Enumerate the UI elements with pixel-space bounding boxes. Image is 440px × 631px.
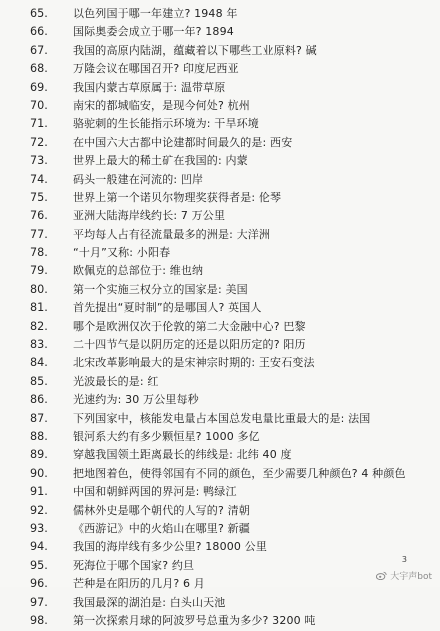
item-number: 72. [30, 135, 48, 149]
item-text: 欧佩克的总部位于: 维也纳 [73, 264, 204, 278]
item-text: 世界上第一个诺贝尔物理奖获得者是: 伦琴 [73, 190, 282, 204]
weibo-logo-icon [376, 571, 387, 580]
item-number: 96. [30, 577, 48, 591]
item-number: 68. [30, 62, 48, 76]
item-text: 哪个是欧洲仅次于伦敦的第二大金融中心? 巴黎 [73, 319, 306, 333]
item-text: 儒林外史是哪个朝代的人写的? 清朝 [73, 503, 250, 517]
list-item [8, 521, 434, 538]
item-text: 中国和朝鲜两国的界河是: 鸭绿江 [73, 485, 237, 499]
list-item [8, 503, 434, 520]
item-number: 98. [30, 613, 48, 627]
item-text: 死海位于哪个国家? 约旦 [73, 558, 195, 572]
watermark-text: 大宇声bot [390, 572, 432, 582]
list-item [8, 263, 434, 280]
list-item [8, 392, 434, 409]
item-text: 我国的海岸线有多少公里? 18000 公里 [73, 540, 267, 554]
list-item [8, 300, 434, 317]
list-item [8, 539, 434, 556]
item-text: 第一次探索月球的阿波罗号总重为多少? 3200 吨 [73, 613, 316, 627]
question-list [8, 6, 434, 631]
list-item [8, 319, 434, 336]
item-text: 南宋的都城临安，是现今何处? 杭州 [73, 98, 250, 112]
item-number: 95. [30, 558, 48, 572]
item-number: 80. [30, 282, 48, 296]
list-item [8, 576, 434, 593]
item-number: 93. [30, 521, 48, 535]
item-number: 69. [30, 80, 48, 94]
list-item [8, 595, 434, 612]
list-item [8, 61, 434, 78]
list-item [8, 153, 434, 170]
item-number: 89. [30, 448, 48, 462]
item-text: 我国最深的湖泊是: 白头山天池 [73, 595, 226, 609]
item-text: 在中国六大古都中论建都时间最久的是: 西安 [73, 135, 293, 149]
list-item [8, 80, 434, 97]
list-item [8, 447, 434, 464]
item-number: 87. [30, 411, 48, 425]
list-item [8, 172, 434, 189]
item-number: 82. [30, 319, 48, 333]
list-item [8, 613, 434, 630]
list-item [8, 411, 434, 428]
list-item [8, 282, 434, 299]
item-number: 83. [30, 338, 48, 352]
item-text: 首先提出“夏时制”的是哪国人? 英国人 [73, 301, 262, 315]
item-text: “十月”又称: 小阳春 [73, 246, 171, 260]
list-item [8, 208, 434, 225]
list-item [8, 135, 434, 152]
item-text: 骆驼刺的生长能指示环境为: 干旱环境 [73, 117, 259, 131]
item-text: 下列国家中，核能发电量占本国总发电量比重最大的是: 法国 [73, 411, 371, 425]
item-number: 67. [30, 43, 48, 57]
item-text: 国际奥委会成立于哪一年? 1894 [73, 25, 234, 39]
item-number: 78. [30, 246, 48, 260]
item-number: 91. [30, 485, 48, 499]
item-text: 银河系大约有多少颗恒星? 1000 多亿 [73, 429, 260, 443]
item-number: 86. [30, 393, 48, 407]
weibo-watermark [376, 569, 432, 582]
item-text: 我国内蒙古草原属于: 温带草原 [73, 80, 226, 94]
item-number: 76. [30, 209, 48, 223]
list-item [8, 43, 434, 60]
item-number: 70. [30, 98, 48, 112]
list-item [8, 227, 434, 244]
list-item [8, 245, 434, 262]
item-number: 71. [30, 117, 48, 131]
list-item [8, 355, 434, 372]
list-item [8, 24, 434, 41]
item-text: 以色列国于哪一年建立? 1948 年 [73, 7, 238, 20]
item-text: 我国的高原内陆湖，蕴藏着以下哪些工业原料? 碱 [73, 43, 317, 57]
item-number: 77. [30, 227, 48, 241]
item-text: 《西游记》中的火焰山在哪里? 新疆 [73, 521, 250, 535]
item-text: 把地图着色，使得邻国有不同的颜色，至少需要几种颜色? 4 种颜色 [73, 466, 406, 480]
list-item [8, 98, 434, 115]
item-number: 84. [30, 356, 48, 370]
item-number: 88. [30, 429, 48, 443]
item-number: 74. [30, 172, 48, 186]
item-number: 92. [30, 503, 48, 517]
list-item [8, 466, 434, 483]
item-text: 光速约为: 30 万公里每秒 [73, 393, 199, 407]
item-text: 万隆会议在哪国召开? 印度尼西亚 [73, 62, 239, 76]
list-item [8, 116, 434, 133]
list-item [8, 6, 434, 23]
item-text: 北宋改革影响最大的是宋神宗时期的: 王安石变法 [73, 356, 315, 370]
item-number: 94. [30, 540, 48, 554]
list-item [8, 484, 434, 501]
item-text: 光波最长的是: 红 [73, 374, 159, 388]
item-number: 90. [30, 466, 48, 480]
page-number: 3 [401, 555, 407, 564]
list-item [8, 190, 434, 207]
item-text: 平均每人占有径流量最多的洲是: 大洋洲 [73, 227, 271, 241]
item-number: 66. [30, 25, 48, 39]
item-number: 75. [30, 190, 48, 204]
item-text: 芒种是在阳历的几月? 6 月 [73, 577, 205, 591]
item-text: 亚洲大陆海岸线约长: 7 万公里 [73, 209, 226, 223]
list-item [8, 337, 434, 354]
item-number: 79. [30, 264, 48, 278]
item-text: 世界上最大的稀土矿在我国的: 内蒙 [73, 154, 248, 168]
item-number: 73. [30, 154, 48, 168]
item-number: 81. [30, 301, 48, 315]
item-text: 第一个实施三权分立的国家是: 美国 [73, 282, 248, 296]
list-item [8, 374, 434, 391]
item-text: 穿越我国领土距离最长的纬线是: 北纬 40 度 [73, 448, 292, 462]
list-item [8, 558, 434, 575]
item-text: 码头一般建在河流的: 凹岸 [73, 172, 204, 186]
item-number: 85. [30, 374, 48, 388]
item-text: 二十四节气是以阴历定的还是以阳历定的? 阳历 [73, 338, 306, 352]
list-item [8, 429, 434, 446]
item-number: 65. [30, 7, 48, 20]
item-number: 97. [30, 595, 48, 609]
